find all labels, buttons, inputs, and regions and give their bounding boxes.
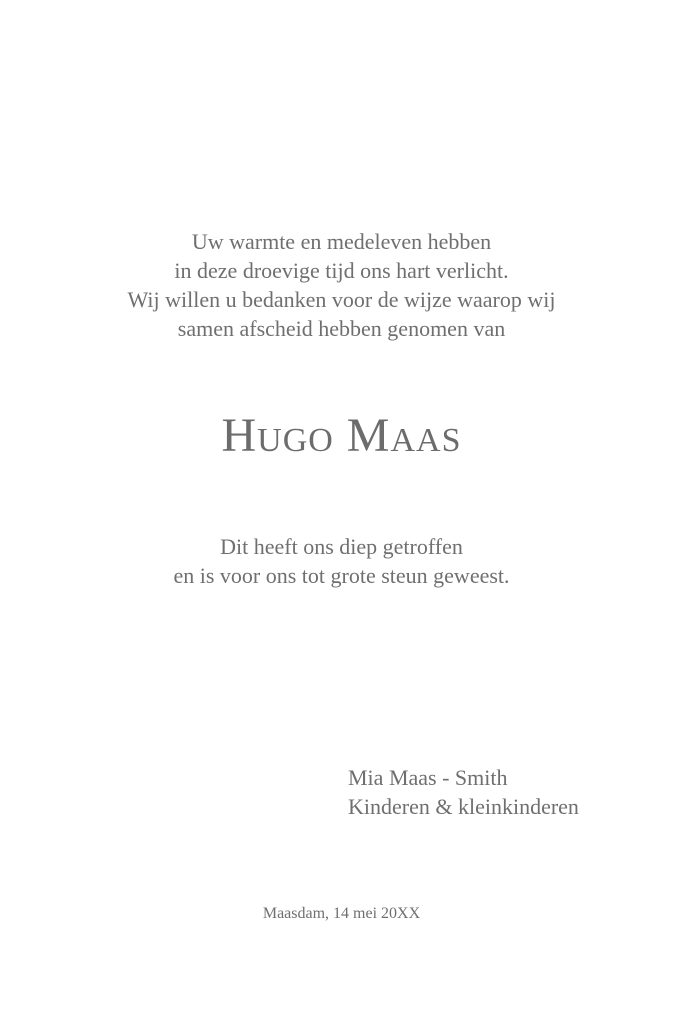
intro-text — [0, 227, 683, 343]
thanks-text — [0, 532, 683, 590]
deceased-name: Hugo Maas — [221, 409, 462, 462]
signature-line: Mia Maas - Smith — [348, 765, 508, 790]
intro-line: Uw warmte en medeleven hebben — [191, 229, 492, 254]
signature-line: Kinderen & kleinkinderen — [348, 794, 579, 819]
thanks-line: Dit heeft ons diep getroffen — [220, 534, 463, 559]
thanks-line: en is voor ons tot grote steun geweest. — [173, 563, 510, 588]
intro-line: samen afscheid hebben genomen van — [177, 316, 506, 341]
signature-block — [348, 763, 579, 821]
intro-line: Wij willen u bedanken voor de wijze waarop wij — [127, 287, 556, 312]
place-and-date: Maasdam, 14 mei 20XX — [262, 905, 421, 922]
intro-line: in deze droevige tijd ons hart verlicht. — [174, 258, 509, 283]
